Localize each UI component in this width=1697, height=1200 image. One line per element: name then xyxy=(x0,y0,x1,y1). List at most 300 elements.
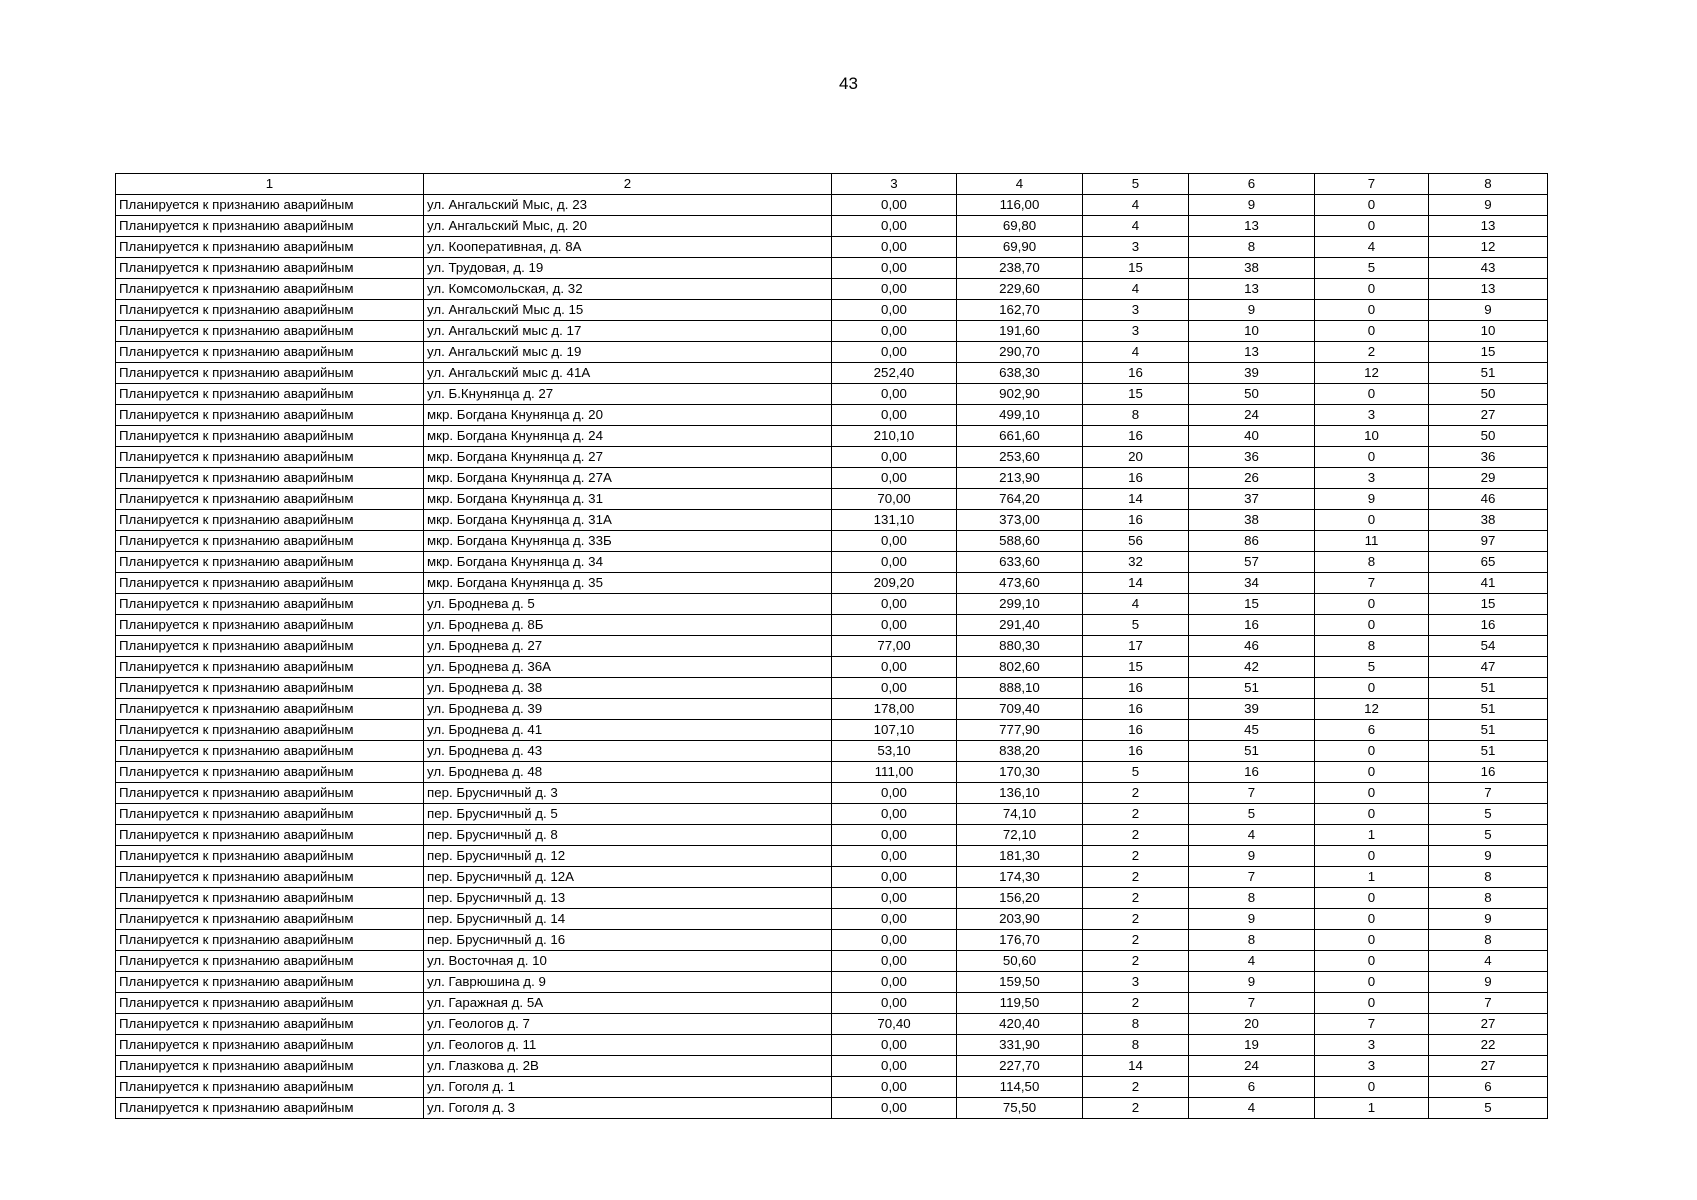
table-cell: 473,60 xyxy=(957,573,1083,594)
column-header: 6 xyxy=(1189,174,1315,195)
table-cell: мкр. Богдана Кнунянца д. 27А xyxy=(424,468,832,489)
table-cell: 499,10 xyxy=(957,405,1083,426)
table-cell: 0,00 xyxy=(832,846,957,867)
table-cell: 107,10 xyxy=(832,720,957,741)
table-cell: 0 xyxy=(1315,279,1429,300)
table-cell: 4 xyxy=(1083,216,1189,237)
table-cell: 253,60 xyxy=(957,447,1083,468)
table-cell: 0 xyxy=(1315,1077,1429,1098)
table-cell: Планируется к признанию аварийным xyxy=(116,741,424,762)
table-cell: Планируется к признанию аварийным xyxy=(116,384,424,405)
table-cell: 42 xyxy=(1189,657,1315,678)
table-cell: 0,00 xyxy=(832,972,957,993)
table-row xyxy=(116,867,1548,888)
table-cell: ул. Гаврюшина д. 9 xyxy=(424,972,832,993)
table-cell: 14 xyxy=(1083,1056,1189,1077)
table-cell: 8 xyxy=(1315,636,1429,657)
table-cell: 210,10 xyxy=(832,426,957,447)
table-cell: 209,20 xyxy=(832,573,957,594)
table-cell: 11 xyxy=(1315,531,1429,552)
table-cell: 3 xyxy=(1315,468,1429,489)
table-cell: 1 xyxy=(1315,1098,1429,1119)
table-row xyxy=(116,615,1548,636)
table-cell: 34 xyxy=(1189,573,1315,594)
table-cell: 802,60 xyxy=(957,657,1083,678)
table-cell: 1 xyxy=(1315,825,1429,846)
table-row xyxy=(116,783,1548,804)
table-cell: 2 xyxy=(1315,342,1429,363)
table-cell: 12 xyxy=(1315,363,1429,384)
table-cell: 588,60 xyxy=(957,531,1083,552)
table-cell: 24 xyxy=(1189,405,1315,426)
table-cell: Планируется к признанию аварийным xyxy=(116,1077,424,1098)
table-cell: 2 xyxy=(1083,951,1189,972)
table-cell: 3 xyxy=(1083,972,1189,993)
table-cell: 0,00 xyxy=(832,384,957,405)
table-cell: 8 xyxy=(1189,930,1315,951)
table-cell: 51 xyxy=(1429,699,1548,720)
table-cell: 20 xyxy=(1189,1014,1315,1035)
table-cell: 26 xyxy=(1189,468,1315,489)
table-cell: Планируется к признанию аварийным xyxy=(116,804,424,825)
table-cell: ул. Б.Кнунянца д. 27 xyxy=(424,384,832,405)
table-cell: 16 xyxy=(1083,468,1189,489)
table-row xyxy=(116,1035,1548,1056)
table-cell: Планируется к признанию аварийным xyxy=(116,447,424,468)
table-row xyxy=(116,552,1548,573)
table-cell: Планируется к признанию аварийным xyxy=(116,1035,424,1056)
table-cell: 5 xyxy=(1429,804,1548,825)
table-cell: ул. Ангальский мыс д. 41А xyxy=(424,363,832,384)
table-row xyxy=(116,930,1548,951)
table-row xyxy=(116,636,1548,657)
table-cell: 0,00 xyxy=(832,909,957,930)
table-cell: 0,00 xyxy=(832,216,957,237)
table-cell: 8 xyxy=(1429,930,1548,951)
table-row xyxy=(116,804,1548,825)
table-cell: 2 xyxy=(1083,1098,1189,1119)
table-cell: ул. Гаражная д. 5А xyxy=(424,993,832,1014)
table-cell: 16 xyxy=(1429,615,1548,636)
table-cell: 36 xyxy=(1429,447,1548,468)
table-cell: Планируется к признанию аварийным xyxy=(116,1014,424,1035)
table-cell: 661,60 xyxy=(957,426,1083,447)
table-cell: 32 xyxy=(1083,552,1189,573)
column-header: 2 xyxy=(424,174,832,195)
table-cell: Планируется к признанию аварийным xyxy=(116,426,424,447)
page-number: 43 xyxy=(839,74,858,93)
table-cell: мкр. Богдана Кнунянца д. 31А xyxy=(424,510,832,531)
table-cell: 0,00 xyxy=(832,1077,957,1098)
table-cell: 12 xyxy=(1315,699,1429,720)
table-cell: 24 xyxy=(1189,1056,1315,1077)
table-cell: 9 xyxy=(1429,909,1548,930)
table-cell: 2 xyxy=(1083,993,1189,1014)
table-cell: ул. Комсомольская, д. 32 xyxy=(424,279,832,300)
table-cell: 13 xyxy=(1429,216,1548,237)
table-cell: 6 xyxy=(1429,1077,1548,1098)
table-cell: 888,10 xyxy=(957,678,1083,699)
table-cell: 51 xyxy=(1189,741,1315,762)
table-cell: 0 xyxy=(1315,951,1429,972)
table-cell: Планируется к признанию аварийным xyxy=(116,321,424,342)
table-cell: 47 xyxy=(1429,657,1548,678)
table-cell: 50,60 xyxy=(957,951,1083,972)
table-cell: 7 xyxy=(1189,993,1315,1014)
table-cell: 69,80 xyxy=(957,216,1083,237)
table-cell: 0 xyxy=(1315,846,1429,867)
table-cell: 46 xyxy=(1429,489,1548,510)
table-cell: 0,00 xyxy=(832,342,957,363)
table-row xyxy=(116,363,1548,384)
table-cell: 38 xyxy=(1189,258,1315,279)
table-cell: 0,00 xyxy=(832,615,957,636)
table-cell: 8 xyxy=(1083,405,1189,426)
table-cell: 16 xyxy=(1189,762,1315,783)
table-cell: 7 xyxy=(1189,867,1315,888)
table-cell: 902,90 xyxy=(957,384,1083,405)
table-row xyxy=(116,699,1548,720)
table-cell: Планируется к признанию аварийным xyxy=(116,216,424,237)
table-row xyxy=(116,1056,1548,1077)
table-cell: 880,30 xyxy=(957,636,1083,657)
table-cell: 0 xyxy=(1315,594,1429,615)
table-cell: 3 xyxy=(1315,405,1429,426)
table-cell: ул. Броднева д. 48 xyxy=(424,762,832,783)
table-cell: 15 xyxy=(1429,342,1548,363)
table-cell: 14 xyxy=(1083,573,1189,594)
table-row xyxy=(116,657,1548,678)
table-cell: 16 xyxy=(1429,762,1548,783)
column-header: 8 xyxy=(1429,174,1548,195)
column-header: 5 xyxy=(1083,174,1189,195)
table-row xyxy=(116,741,1548,762)
table-cell: 38 xyxy=(1429,510,1548,531)
table-cell: 4 xyxy=(1083,195,1189,216)
table-cell: 8 xyxy=(1315,552,1429,573)
table-cell: 7 xyxy=(1429,993,1548,1014)
table-cell: ул. Броднева д. 43 xyxy=(424,741,832,762)
table-body xyxy=(116,195,1548,1119)
table-cell: 14 xyxy=(1083,489,1189,510)
table-row xyxy=(116,888,1548,909)
table-cell: 0,00 xyxy=(832,783,957,804)
table-cell: 0,00 xyxy=(832,531,957,552)
table-cell: 0,00 xyxy=(832,447,957,468)
table-cell: 4 xyxy=(1429,951,1548,972)
table-cell: Планируется к признанию аварийным xyxy=(116,594,424,615)
table-row xyxy=(116,237,1548,258)
table-cell: 27 xyxy=(1429,1014,1548,1035)
table-cell: 2 xyxy=(1083,804,1189,825)
table-row xyxy=(116,195,1548,216)
table-cell: 633,60 xyxy=(957,552,1083,573)
table-cell: 0,00 xyxy=(832,300,957,321)
table-cell: 75,50 xyxy=(957,1098,1083,1119)
table-cell: 0,00 xyxy=(832,951,957,972)
table-cell: Планируется к признанию аварийным xyxy=(116,972,424,993)
table-cell: 3 xyxy=(1083,237,1189,258)
table-cell: 116,00 xyxy=(957,195,1083,216)
table-cell: 43 xyxy=(1429,258,1548,279)
table-cell: 5 xyxy=(1315,657,1429,678)
table-cell: 6 xyxy=(1315,720,1429,741)
table-cell: ул. Броднева д. 41 xyxy=(424,720,832,741)
table-row xyxy=(116,300,1548,321)
table-cell: 53,10 xyxy=(832,741,957,762)
table-cell: ул. Броднева д. 39 xyxy=(424,699,832,720)
table-cell: мкр. Богдана Кнунянца д. 34 xyxy=(424,552,832,573)
table-cell: 238,70 xyxy=(957,258,1083,279)
table-cell: 111,00 xyxy=(832,762,957,783)
table-cell: 51 xyxy=(1429,363,1548,384)
column-header: 7 xyxy=(1315,174,1429,195)
column-header: 1 xyxy=(116,174,424,195)
column-header: 4 xyxy=(957,174,1083,195)
table-cell: ул. Броднева д. 27 xyxy=(424,636,832,657)
table-cell: Планируется к признанию аварийным xyxy=(116,363,424,384)
table-cell: 12 xyxy=(1429,237,1548,258)
table-cell: 8 xyxy=(1429,867,1548,888)
table-cell: 16 xyxy=(1083,699,1189,720)
table-row xyxy=(116,825,1548,846)
table-cell: 0,00 xyxy=(832,993,957,1014)
table-cell: ул. Ангальский Мыс, д. 20 xyxy=(424,216,832,237)
table-cell: 9 xyxy=(1429,846,1548,867)
table-cell: Планируется к признанию аварийным xyxy=(116,1056,424,1077)
table-cell: 0,00 xyxy=(832,237,957,258)
table-row xyxy=(116,510,1548,531)
table-cell: 9 xyxy=(1429,972,1548,993)
table-cell: 0 xyxy=(1315,678,1429,699)
table-cell: 0 xyxy=(1315,762,1429,783)
table-row xyxy=(116,678,1548,699)
table-cell: 0,00 xyxy=(832,279,957,300)
table-cell: 6 xyxy=(1189,1077,1315,1098)
table-cell: 0 xyxy=(1315,216,1429,237)
table-cell: 2 xyxy=(1083,783,1189,804)
table-cell: 0 xyxy=(1315,447,1429,468)
table-cell: 2 xyxy=(1083,930,1189,951)
table-cell: 37 xyxy=(1189,489,1315,510)
table-cell: 0,00 xyxy=(832,1035,957,1056)
table-cell: 0,00 xyxy=(832,594,957,615)
table-cell: 5 xyxy=(1189,804,1315,825)
table-cell: ул. Геологов д. 11 xyxy=(424,1035,832,1056)
table-cell: 0,00 xyxy=(832,657,957,678)
table-cell: 10 xyxy=(1429,321,1548,342)
table-cell: Планируется к признанию аварийным xyxy=(116,636,424,657)
table-cell: 9 xyxy=(1189,195,1315,216)
table-cell: 3 xyxy=(1315,1056,1429,1077)
table-cell: ул. Глазкова д. 2В xyxy=(424,1056,832,1077)
table-cell: 16 xyxy=(1083,363,1189,384)
table-cell: ул. Броднева д. 38 xyxy=(424,678,832,699)
table-cell: 15 xyxy=(1083,657,1189,678)
table-cell: 54 xyxy=(1429,636,1548,657)
table-cell: ул. Геологов д. 7 xyxy=(424,1014,832,1035)
table-cell: Планируется к признанию аварийным xyxy=(116,237,424,258)
table-cell: 178,00 xyxy=(832,699,957,720)
table-cell: 0 xyxy=(1315,804,1429,825)
table-cell: 8 xyxy=(1189,237,1315,258)
table-cell: 16 xyxy=(1083,741,1189,762)
table-row xyxy=(116,573,1548,594)
table-cell: 0,00 xyxy=(832,804,957,825)
table-cell: 51 xyxy=(1429,678,1548,699)
table-cell: ул. Броднева д. 5 xyxy=(424,594,832,615)
table-cell: 174,30 xyxy=(957,867,1083,888)
table-cell: 13 xyxy=(1189,342,1315,363)
table-cell: ул. Гоголя д. 1 xyxy=(424,1077,832,1098)
table-header-row xyxy=(116,174,1548,195)
table-cell: 290,70 xyxy=(957,342,1083,363)
table-cell: 9 xyxy=(1189,846,1315,867)
table-cell: 15 xyxy=(1083,384,1189,405)
table-cell: 9 xyxy=(1189,300,1315,321)
table-row xyxy=(116,993,1548,1014)
table-cell: 131,10 xyxy=(832,510,957,531)
table-cell: Планируется к признанию аварийным xyxy=(116,489,424,510)
table-cell: 5 xyxy=(1083,615,1189,636)
table-cell: 373,00 xyxy=(957,510,1083,531)
table-cell: 38 xyxy=(1189,510,1315,531)
table-cell: 4 xyxy=(1189,825,1315,846)
table-cell: 8 xyxy=(1083,1014,1189,1035)
table-cell: пер. Брусничный д. 12А xyxy=(424,867,832,888)
table-row xyxy=(116,1077,1548,1098)
table-cell: 16 xyxy=(1083,510,1189,531)
table-cell: пер. Брусничный д. 8 xyxy=(424,825,832,846)
table-row xyxy=(116,531,1548,552)
table-cell: ул. Ангальский мыс д. 19 xyxy=(424,342,832,363)
table-cell: пер. Брусничный д. 16 xyxy=(424,930,832,951)
table-cell: 0 xyxy=(1315,195,1429,216)
table-cell: Планируется к признанию аварийным xyxy=(116,888,424,909)
table-cell: пер. Брусничный д. 13 xyxy=(424,888,832,909)
table-row xyxy=(116,720,1548,741)
table-cell: ул. Броднева д. 36А xyxy=(424,657,832,678)
table-cell: Планируется к признанию аварийным xyxy=(116,846,424,867)
table-cell: 7 xyxy=(1429,783,1548,804)
table-cell: 420,40 xyxy=(957,1014,1083,1035)
table-cell: 5 xyxy=(1315,258,1429,279)
table-cell: 97 xyxy=(1429,531,1548,552)
table-cell: мкр. Богдана Кнунянца д. 24 xyxy=(424,426,832,447)
table-cell: 39 xyxy=(1189,699,1315,720)
table-cell: мкр. Богдана Кнунянца д. 20 xyxy=(424,405,832,426)
table-cell: 0,00 xyxy=(832,552,957,573)
table-cell: 27 xyxy=(1429,1056,1548,1077)
table-cell: 7 xyxy=(1315,573,1429,594)
table-row xyxy=(116,762,1548,783)
column-header: 3 xyxy=(832,174,957,195)
table-cell: 5 xyxy=(1429,1098,1548,1119)
table-row xyxy=(116,384,1548,405)
table-cell: 764,20 xyxy=(957,489,1083,510)
table-cell: 159,50 xyxy=(957,972,1083,993)
table-cell: 291,40 xyxy=(957,615,1083,636)
table-cell: 2 xyxy=(1083,909,1189,930)
table-cell: ул. Восточная д. 10 xyxy=(424,951,832,972)
table-cell: 777,90 xyxy=(957,720,1083,741)
table-cell: 0,00 xyxy=(832,195,957,216)
table-cell: 13 xyxy=(1189,279,1315,300)
table-row xyxy=(116,447,1548,468)
table-cell: 72,10 xyxy=(957,825,1083,846)
table-cell: 19 xyxy=(1189,1035,1315,1056)
table-cell: 0 xyxy=(1315,741,1429,762)
table-cell: 50 xyxy=(1189,384,1315,405)
table-cell: 4 xyxy=(1315,237,1429,258)
table-cell: пер. Брусничный д. 3 xyxy=(424,783,832,804)
table-row xyxy=(116,489,1548,510)
table-cell: 3 xyxy=(1315,1035,1429,1056)
table-cell: Планируется к признанию аварийным xyxy=(116,678,424,699)
table-cell: 114,50 xyxy=(957,1077,1083,1098)
table-cell: 136,10 xyxy=(957,783,1083,804)
table-cell: 0 xyxy=(1315,930,1429,951)
table-cell: 0 xyxy=(1315,909,1429,930)
table-cell: 2 xyxy=(1083,867,1189,888)
table-cell: 0 xyxy=(1315,783,1429,804)
table-row xyxy=(116,405,1548,426)
table-cell: 7 xyxy=(1189,783,1315,804)
table-cell: 331,90 xyxy=(957,1035,1083,1056)
table-row xyxy=(116,342,1548,363)
table-cell: 29 xyxy=(1429,468,1548,489)
table-cell: 22 xyxy=(1429,1035,1548,1056)
table-cell: 86 xyxy=(1189,531,1315,552)
table-cell: 170,30 xyxy=(957,762,1083,783)
table-cell: 203,90 xyxy=(957,909,1083,930)
table-cell: 15 xyxy=(1429,594,1548,615)
table-cell: 0,00 xyxy=(832,930,957,951)
table-cell: пер. Брусничный д. 12 xyxy=(424,846,832,867)
table-row xyxy=(116,258,1548,279)
table-cell: 5 xyxy=(1429,825,1548,846)
table-cell: 0 xyxy=(1315,615,1429,636)
table-cell: 9 xyxy=(1429,195,1548,216)
table-cell: 8 xyxy=(1189,888,1315,909)
table-cell: Планируется к признанию аварийным xyxy=(116,930,424,951)
table-cell: 74,10 xyxy=(957,804,1083,825)
table-cell: 176,70 xyxy=(957,930,1083,951)
table-cell: Планируется к признанию аварийным xyxy=(116,300,424,321)
table-cell: Планируется к признанию аварийным xyxy=(116,783,424,804)
table-cell: 17 xyxy=(1083,636,1189,657)
table-cell: ул. Кооперативная, д. 8А xyxy=(424,237,832,258)
table-cell: 0 xyxy=(1315,972,1429,993)
table-cell: 0,00 xyxy=(832,258,957,279)
table-cell: 16 xyxy=(1083,720,1189,741)
table-cell: 213,90 xyxy=(957,468,1083,489)
table-cell: 0,00 xyxy=(832,321,957,342)
table-cell: Планируется к признанию аварийным xyxy=(116,657,424,678)
table-cell: 709,40 xyxy=(957,699,1083,720)
table-cell: ул. Броднева д. 8Б xyxy=(424,615,832,636)
table-cell: 0,00 xyxy=(832,1056,957,1077)
housing-registry-table xyxy=(115,173,1548,1119)
table-cell: 0,00 xyxy=(832,405,957,426)
table-cell: Планируется к признанию аварийным xyxy=(116,405,424,426)
table-cell: 8 xyxy=(1429,888,1548,909)
table-cell: Планируется к признанию аварийным xyxy=(116,615,424,636)
table-cell: 10 xyxy=(1315,426,1429,447)
table-cell: 0,00 xyxy=(832,867,957,888)
table-cell: 51 xyxy=(1189,678,1315,699)
table-cell: 0,00 xyxy=(832,1098,957,1119)
